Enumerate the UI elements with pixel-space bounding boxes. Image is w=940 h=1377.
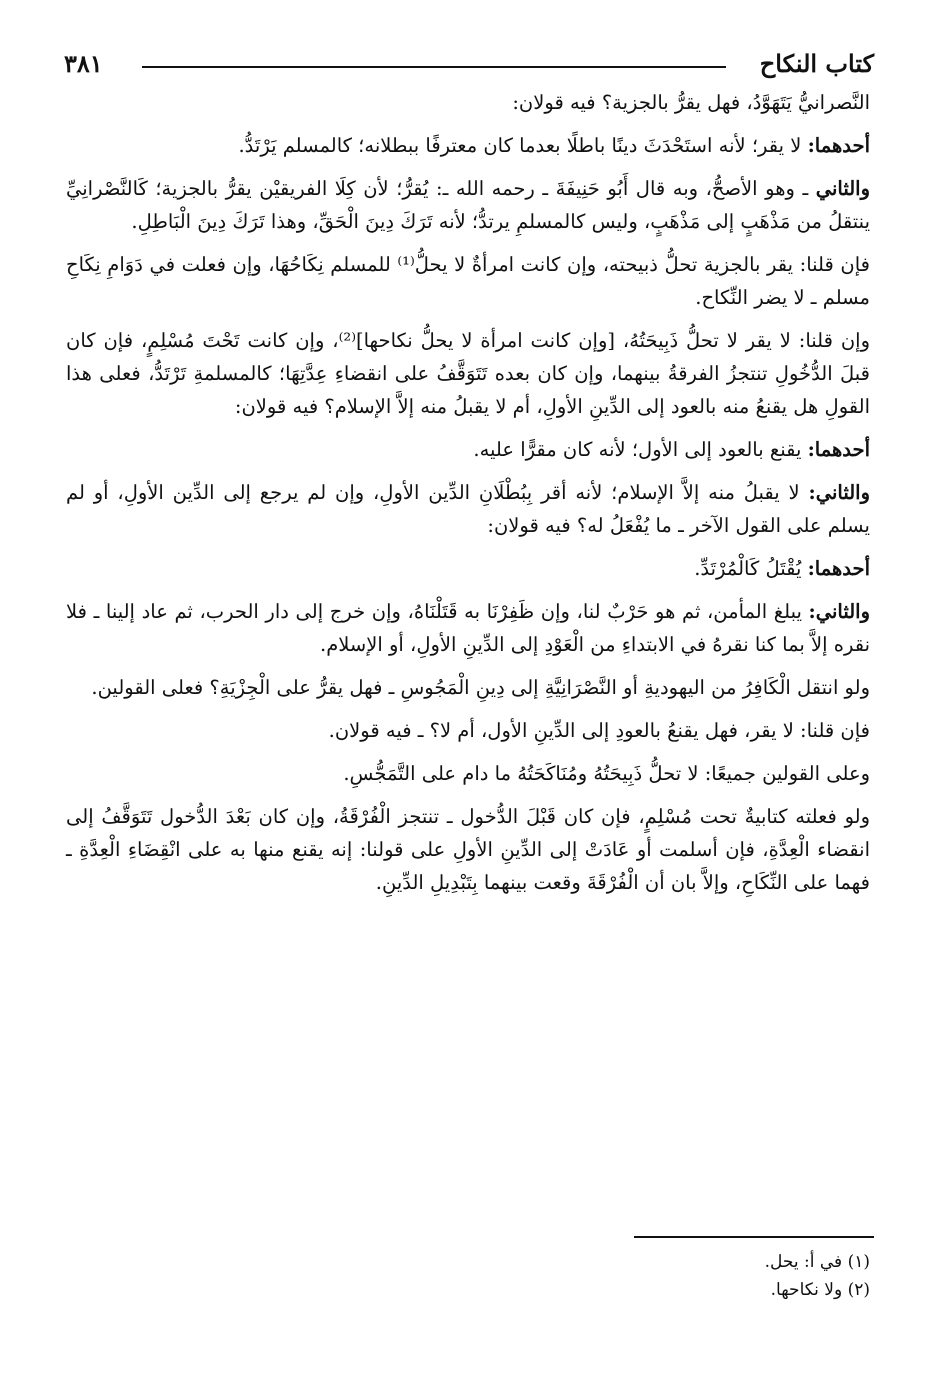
paragraph: والثاني: لا يقبلُ منه إلاَّ الإسلام؛ لأنه أقر بِبُطْلَانِ الدِّين الأولِ، وإن لم يرجع إلى الدِّين الأولِ، أو لم يسلم على القول الآخر ـ ما يُفْعَلُ له؟ فيه قولان: xyxy=(66,481,870,537)
paragraph: والثاني: يبلغ المأمن، ثم هو حَرْبٌ لنا، وإن ظَفِرْنَا به قَتَلْنَاهُ، وإن خرج إلى دار الحرب، ثم عاد إلينا ـ فلا نقره إلاَّ بما كنا نقرهُ في الابتداءِ من الْعَوْدِ إلى الدِّينِ الأولِ، أو الإسلام. xyxy=(66,600,870,656)
chapter-title: كتاب النكاح xyxy=(759,49,874,78)
paragraph: أحدهما: لا يقر؛ لأنه استَحْدَثَ دينًا باطلًا بعدما كان معترفًا ببطلانه؛ كالمسلم يَرْتَدُّ. xyxy=(238,134,870,157)
paragraph: ولو انتقل الْكَافِرُ من اليهوديةِ أو النَّصْرَانِيَّةِ إلى دِينِ الْمَجُوسِ ـ فهل يقرُّ على الْجِزْيَةِ؟ فعلى القولين. xyxy=(91,676,870,699)
paragraph: فإن قلنا: يقر بالجزية تحلُّ ذبيحته، وإن كانت امرأةٌ لا يحلُّ⁽¹⁾ للمسلم نِكَاحُهَا، وإن فعلت في دَوَامِ نِكَاحِ مسلم ـ لا يضر النِّكاح. xyxy=(66,253,870,309)
footnote: (١) في أ: يحل. xyxy=(764,1252,870,1272)
footnote-rule xyxy=(634,1236,874,1238)
paragraph: فإن قلنا: لا يقر، فهل يقنعُ بالعودِ إلى الدِّينِ الأول، أم لا؟ ـ فيه قولان. xyxy=(328,719,870,742)
main-text xyxy=(66,86,870,909)
page-header xyxy=(64,44,874,84)
page-number: ٣٨١ xyxy=(64,49,103,78)
paragraph: أحدهما: يُقْتَلُ كَالْمُرْتَدِّ. xyxy=(694,557,870,580)
paragraph: وعلى القولين جميعًا: لا تحلُّ ذَبِيحَتُهُ ومُنَاكَحَتُهُ ما دام على التَّمَجُّسِ. xyxy=(343,762,870,785)
footnote: (٢) ولا نكاحها. xyxy=(770,1280,870,1300)
header-rule xyxy=(142,66,726,68)
paragraph: وإن قلنا: لا يقر لا تحلُّ ذَبِيحَتُهُ، [وإن كانت امرأة لا يحلُّ نكاحها]⁽²⁾، وإن كانت تَحْتَ مُسْلِمٍ، فإن كان قبلَ الدُّخُولِ تنتجزُ الفرقةُ بينهما، وإن كان بعده تَتَوَقَّفُ على انقضاءِ عِدَّتِهَا؛ كالمسلمةِ تَرْتَدُّ، فعلى هذا القولِ هل يقنعُ منه بالعود إلى الدِّينِ الأولِ، أم لا يقبلُ منه إلاَّ الإسلام؟ فيه قولان: xyxy=(66,329,870,418)
paragraph: ولو فعلته كتابيةٌ تحت مُسْلِمٍ، فإن كان قَبْلَ الدُّخول ـ تنتجز الْفُرْقَةُ، وإن كان بَعْدَ الدُّخول تَتَوَقَّفُ إلى انقضاء الْعِدَّةِ، فإن أسلمت أو عَادَتْ إلى الدِّينِ الأولِ على قولنا: إنه يقنع منها به على انْقِضَاءِ الْعِدَّةِ ـ فهما على النِّكَاحِ، وإلاَّ بان أن الْفُرْقَةَ وقعت بينهما بِتَبْدِيلِ الدِّينِ. xyxy=(66,805,870,894)
footnotes xyxy=(66,1248,870,1304)
paragraph: النَّصرانيُّ يَتَهَوَّدُ، فهل يقرُّ بالجزية؟ فيه قولان: xyxy=(512,91,870,114)
paragraph: والثاني ـ وهو الأصحُّ، وبه قال أَبُو حَنِيفَةَ ـ رحمه الله ـ: يُقرُّ؛ لأن كِلَا الفريقيْن يقرُّ بالجزية؛ كَالنَّصْرانِيِّ ينتقلُ من مَذْهَبٍ إلى مَذْهَبٍ، وليس كالمسلمِ يرتدُّ؛ لأنه تَرَكَ دِينَ الْحَقِّ، وهذا تَرَكَ دِينَ الْبَاطِلِ. xyxy=(66,177,870,233)
paragraph: أحدهما: يقنع بالعود إلى الأول؛ لأنه كان مقرًّا عليه. xyxy=(473,438,870,461)
